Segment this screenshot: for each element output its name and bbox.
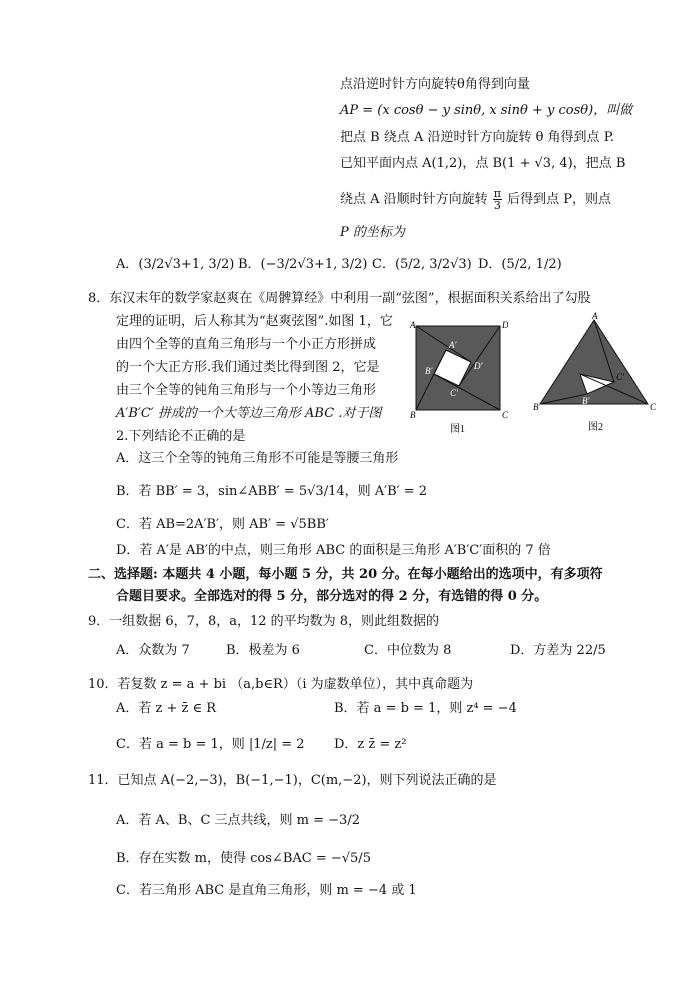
q11-option-c: C．若三角形 ABC 是直角三角形，则 m = −4 或 1 [116,883,417,898]
q8-stem-line1: 8．东汉末年的数学家赵爽在《周髀算经》中利用一副“弦图”，根据面积关系给出了勾股 [88,291,591,306]
pi-num: π [493,187,502,200]
fig2-label-b: B [533,402,539,412]
q7-option-a: A．(3/2√3+1, 3/2) [116,257,235,272]
q8-stem-line4: 的一个大正方形.我们通过类比得到图 2，它是 [116,360,380,375]
q11-option-b: B．存在实数 m，使得 cos∠BAC = −√5/5 [116,851,371,866]
q9-option-d: D．方差为 22/5 [510,643,606,658]
fig1-label-c: C [502,410,508,420]
fig1-label-c-prime: C′ [450,388,458,398]
q10-option-d: D．z z̄ = z² [334,737,407,752]
q7-line4: 已知平面内点 A(1,2)，点 B(1 + √3, 4)，把点 B [340,156,626,171]
q8-option-b: B．若 BB′ = 3，sin∠ABB′ = 5√3/14，则 A′B′ = 2 [116,484,428,499]
q10-option-c: C．若 a = b = 1，则 |1/z| = 2 [116,737,305,752]
q10-option-b: B．若 a = b = 1，则 z⁴ = −4 [334,701,517,716]
q10-option-a: A．若 z + z̄ ∈ R [116,701,217,716]
pi-den: 3 [493,199,501,212]
q9-stem: 9．一组数据 6，7，8，a，12 的平均数为 8，则此组数据的 [88,614,440,629]
q11-stem: 11．已知点 A(−2,−3)，B(−1,−1)，C(m,−2)，则下列说法正确的是 [88,773,497,788]
section2-heading-line2: 合题目要求。全部选对的得 5 分，部分选对的得 2 分，有选错的得 0 分。 [116,589,548,604]
q7-line5 [340,188,611,211]
fig1-label-d-prime: D′ [474,361,483,371]
fig1-label-a-prime: A′ [449,340,457,350]
fig1-label-b-prime: B′ [425,366,433,376]
q7-line2: AP = (x cosθ − y sinθ, x sinθ + y cosθ)，叫做 [340,103,633,118]
q7-option-c: C．(5/2, 3/2√3) [372,257,472,272]
q7-line1: 点沿逆时针方向旋转θ角得到向量 [340,77,530,92]
fig2-label-c: C [650,402,657,412]
fig1-caption: 图1 [450,424,465,435]
q8-option-c: C．若 AB=2A′B′，则 AB′ = √5BB′ [116,517,329,532]
q7-line6: P 的坐标为 [340,225,405,240]
pi-over-3 [493,188,502,211]
fig1-label-b: B [410,410,416,420]
fig1-label-a: A [410,320,416,330]
q9-option-b: B．极差为 6 [226,643,300,658]
fig2-label-b-prime: B′ [582,396,590,406]
q7-option-b: B．(−3/2√3+1, 3/2) [238,257,368,272]
q7-line5a: 绕点 A 沿顺时针方向旋转 [340,192,488,207]
q9-option-c: C．中位数为 8 [364,643,452,658]
fig2-caption: 图2 [588,422,603,433]
q8-option-a: A．这三个全等的钝角三角形不可能是等腰三角形 [116,451,399,466]
fig2-label-a: A [592,312,598,321]
figure-1 [408,318,508,436]
section2-heading-line1: 二、选择题: 本题共 4 小题，每小题 5 分，共 20 分。在每小题给出的选项中，有多项符 [88,567,603,582]
q8-stem-line7: 2.下列结论不正确的是 [116,429,246,444]
q11-option-a: A．若 A、B、C 三点共线，则 m = −3/2 [116,813,360,828]
q8-stem-line5: 由三个全等的钝角三角形与一个小等边三角形 [116,383,377,398]
q10-stem: 10．若复数 z = a + bi （a,b∈R）（i 为虚数单位），其中真命题为 [88,677,474,692]
q8-stem-line6: A′B′C′ 拼成的一个大等边三角形 ABC .对于图 [116,406,382,421]
figure-2 [532,312,662,436]
q8-option-d: D．若 A′是 AB′的中点，则三角形 ABC 的面积是三角形 A′B′C′面积的 7 倍 [116,543,551,558]
fig2-label-c-prime: C′ [616,372,624,382]
q7-line3: 把点 B 绕点 A 沿逆时针方向旋转 θ 角得到点 P. [340,130,614,145]
q7-option-d: D．(5/2, 1/2) [478,257,562,272]
q8-stem-line2: 定理的证明，后人称其为“赵爽弦图”.如图 1，它 [116,314,393,329]
q9-option-a: A．众数为 7 [116,643,190,658]
q7-line5b: 后得到点 P，则点 [507,192,612,207]
q8-stem-line3: 由四个全等的直角三角形与一个小正方形拼成 [116,337,377,352]
fig1-label-d: D [502,320,508,330]
